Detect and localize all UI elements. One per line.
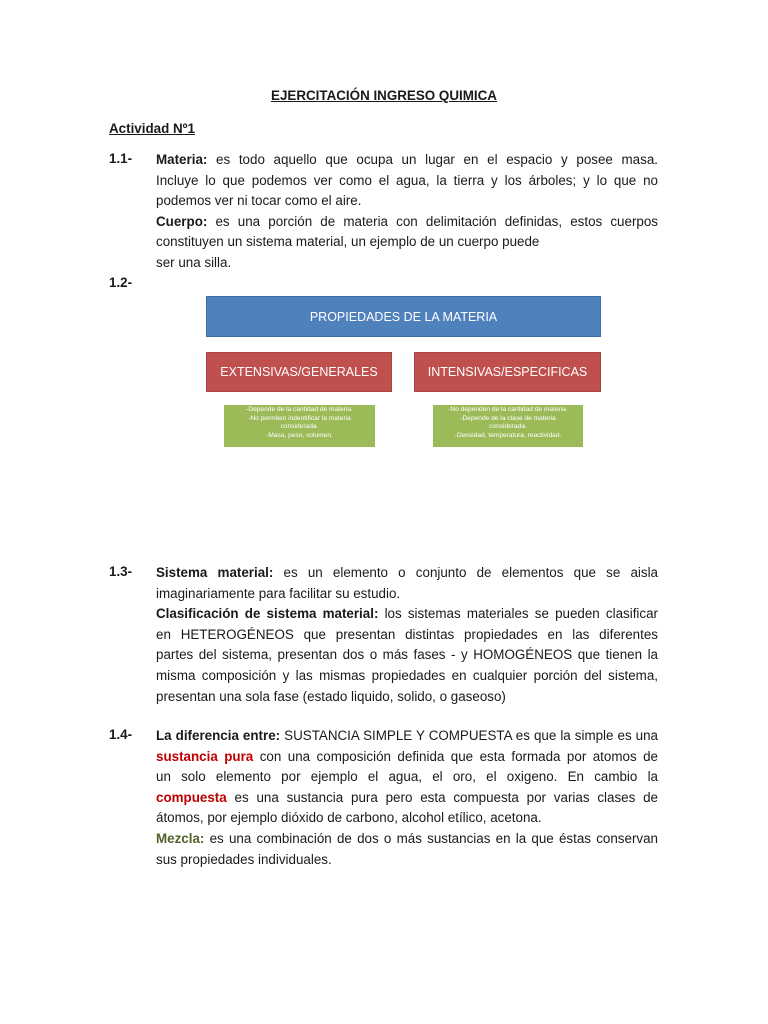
note-line: -No dependen de la cantidad de materia. <box>448 406 568 413</box>
note-line: -Densidad, temperatura, reactividad. <box>454 431 562 439</box>
paragraph-line: un solo elemento por ejemplo el agua, el oro, el oxigeno. En cambio la <box>156 769 658 785</box>
note-line: -Depende de la clase de materia <box>460 414 556 422</box>
text-run: es una porción de materia con delimitación definidas, estos cuerpos <box>207 213 658 229</box>
term-materia: Materia: <box>156 152 208 167</box>
text-run: es una sustancia pura pero esta compuesta por varias clases de <box>226 789 658 805</box>
diagram-note-extensive <box>224 405 375 447</box>
diagram-box-extensive: EXTENSIVAS/GENERALES <box>206 352 392 392</box>
note-line: -Depende de la cantidad de materia. <box>246 406 353 413</box>
section-number-1-4: 1.4- <box>109 727 133 742</box>
document-title: EJERCITACIÓN INGRESO QUIMICA <box>271 88 497 103</box>
paragraph-line: ser una silla. <box>156 254 232 270</box>
paragraph-line <box>156 788 658 809</box>
term-cuerpo: Cuerpo: <box>156 213 208 229</box>
section-number-1-1: 1.1- <box>109 151 133 166</box>
text-run: los sistemas materiales se pueden clasificar <box>378 606 658 622</box>
text-run: con una composición definida que esta formada por atomos de <box>253 748 658 764</box>
paragraph-line: presentan una sola fase (estado liquido, solido, o gaseoso) <box>156 688 506 704</box>
note-line: considerada. <box>489 423 527 431</box>
text-run: es todo aquello que ocupa un lugar en el espacio y posee masa. <box>207 152 658 167</box>
paragraph-line: átomos, por ejemplo dióxido de carbono, alcohol etílico, acetona. <box>156 810 542 826</box>
diagram-note-intensive <box>433 405 583 447</box>
text-run: es un elemento o conjunto de elementos que se aisla <box>273 565 658 580</box>
text-run: SUSTANCIA SIMPLE Y COMPUESTA es que la simple es una <box>280 728 658 743</box>
term-clasificacion: Clasificación de sistema material: <box>156 606 379 622</box>
paragraph-line: podemos ver ni tocar como el aire. <box>156 193 362 209</box>
paragraph-line <box>156 726 658 747</box>
section-1-3-text <box>156 563 658 707</box>
note-line: considerada. <box>280 423 319 431</box>
section-number-1-2: 1.2- <box>109 275 133 290</box>
term-compuesta: compuesta <box>156 789 227 805</box>
paragraph-line: misma composición y las mismas propiedades en cualquier porción del sistema, <box>156 667 658 683</box>
section-1-4-text <box>156 726 658 870</box>
term-sustancia-pura: sustancia pura <box>156 748 254 764</box>
activity-heading: Actividad Nº1 <box>109 121 195 136</box>
paragraph-line <box>156 604 658 625</box>
section-number-1-3: 1.3- <box>109 564 133 579</box>
paragraph-line: constituyen un sistema material, un ejemplo de un cuerpo puede <box>156 234 540 250</box>
paragraph-line: imaginariamente para facilitar su estudio. <box>156 585 401 601</box>
section-1-1-text <box>156 150 658 274</box>
paragraph-line <box>156 150 658 171</box>
paragraph-line <box>156 829 658 850</box>
term-sistema-material: Sistema material: <box>156 565 274 580</box>
paragraph-line <box>156 747 658 768</box>
paragraph-line: en HETEROGÉNEOS que presentan distintas propiedades en las diferentes <box>156 626 658 642</box>
diagram-box-intensive: INTENSIVAS/ESPECIFICAS <box>414 352 601 392</box>
note-line: -No permiten indentificar la materia <box>248 414 351 422</box>
text-run: es una combinación de dos o más sustancias en la que éstas conservan <box>204 830 658 846</box>
paragraph-line <box>156 212 658 233</box>
paragraph-line: Incluye lo que podemos ver como el agua, la tierra y los árboles; y lo que no <box>156 172 658 188</box>
paragraph-line <box>156 563 658 584</box>
paragraph-line: partes del sistema, presentan dos o más fases - y HOMOGÉNEOS que tienen la <box>156 647 658 663</box>
diagram-box-properties: PROPIEDADES DE LA MATERIA <box>206 296 601 337</box>
paragraph-line: sus propiedades individuales. <box>156 851 332 867</box>
term-diferencia: La diferencia entre: <box>156 728 281 743</box>
note-line: -Masa, peso, volumen. <box>266 431 333 439</box>
term-mezcla: Mezcla: <box>156 830 205 846</box>
